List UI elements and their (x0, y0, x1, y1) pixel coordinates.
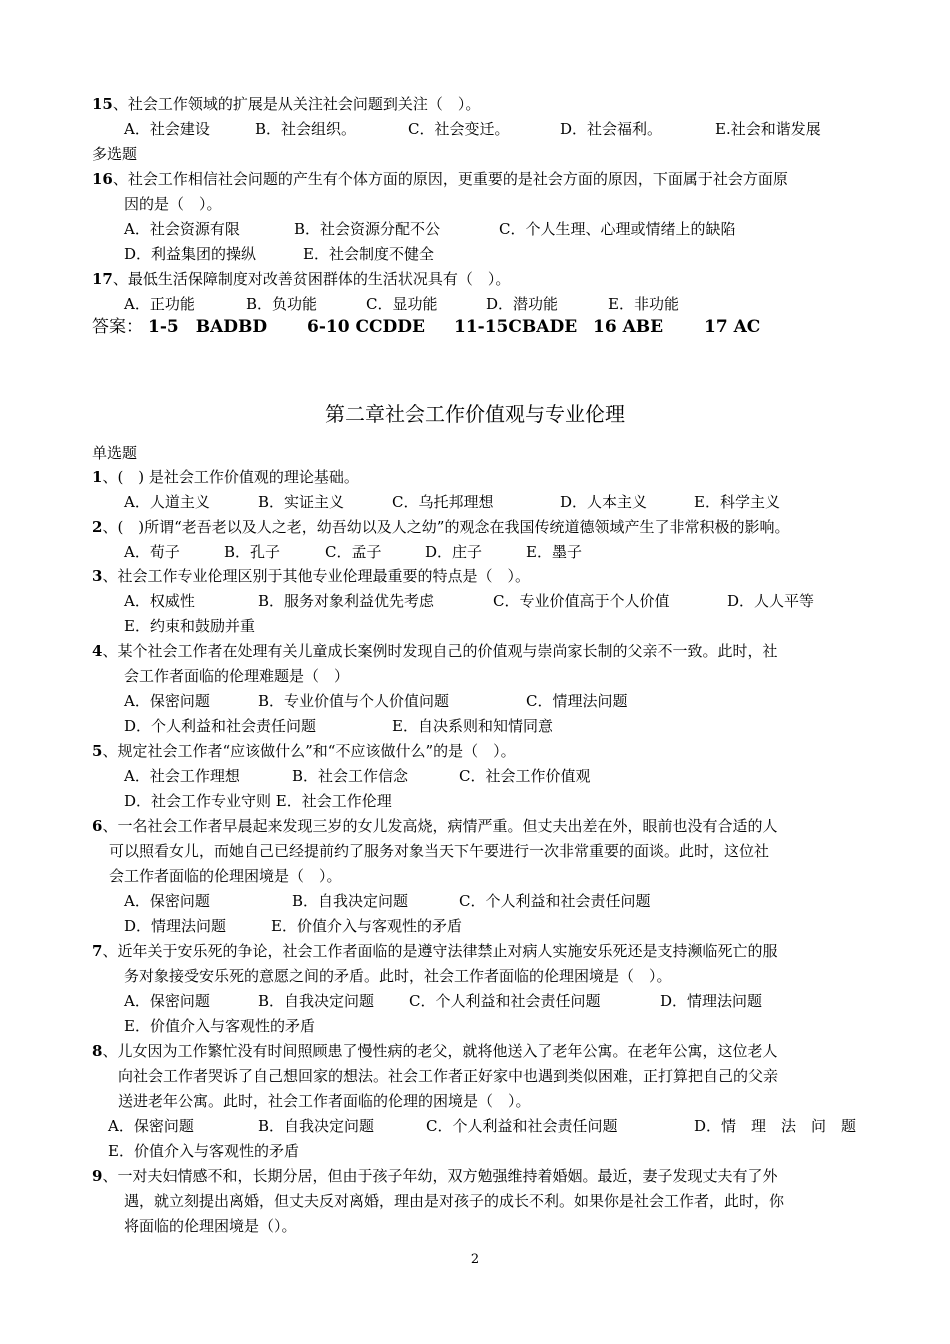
option-e: E．墨子 (526, 543, 582, 561)
question-text: 、一对夫妇情感不和，长期分居，但由于孩子年幼，双方勉强维持着婚姻。最近，妻子发现丈夫有了外 (102, 1167, 778, 1185)
question-number: 8 (92, 1042, 103, 1060)
question-1 (92, 467, 359, 487)
option-d-e: D．社会工作专业守则 E．社会工作伦理 (124, 792, 392, 810)
question-17 (92, 269, 510, 289)
question-9-text-cont: 将面临的伦理困境是（）。 (124, 1217, 297, 1235)
section-heading-multi: 多选题 (92, 145, 138, 163)
question-3-options-2 (124, 616, 255, 636)
option-e: E．约束和鼓励并重 (124, 617, 255, 635)
answer-item: 11-15CBADE (454, 317, 578, 337)
option-a: A．保密问题 (124, 992, 210, 1010)
option-d: D．情理法问题 (660, 992, 763, 1010)
option-e: E．社会制度不健全 (303, 245, 434, 263)
question-8-text-cont: 向社会工作者哭诉了自己想回家的想法。社会工作者正好家中也遇到类似困难，正打算把自己的父亲 (118, 1067, 779, 1085)
question-16 (92, 169, 788, 189)
option-e: E．价值介入与客观性的矛盾 (124, 1017, 315, 1035)
question-8-text-cont: 送进老年公寓。此时，社会工作者面临的伦理的困境是（ ）。 (118, 1092, 531, 1110)
answer-item: 6-10 CCDDE (307, 317, 425, 337)
option-e: E.社会和谐发展 (715, 120, 821, 138)
option-a: A．保密问题 (124, 892, 210, 910)
option-e: E．自决系则和知情同意 (392, 717, 553, 735)
option-b: B．社会工作信念 (292, 767, 409, 785)
question-4 (92, 641, 777, 661)
question-9-text-cont: 遇，就立刻提出离婚，但丈夫反对离婚，理由是对孩子的成长不利。如果你是社会工作者，此时，你 (124, 1192, 785, 1210)
question-text: 、( )所谓“老吾老以及人之老，幼吾幼以及人之幼”的观念在我国传统道德领域产生了非常积极的影响。 (102, 518, 790, 536)
option-b: B．社会组织。 (255, 120, 357, 138)
question-text: 、儿女因为工作繁忙没有时间照顾患了慢性病的老父，就将他送入了老年公寓。在老年公寓，这位老人 (102, 1042, 778, 1060)
question-text: 、一名社会工作者早晨起来发现三岁的女儿发高烧，病情严重。但丈夫出差在外，眼前也没有合适的人 (102, 817, 778, 835)
question-number: 16 (92, 170, 113, 188)
answer-item: 1-5 BADBD (148, 317, 268, 337)
option-c: C．社会变迁。 (408, 120, 510, 138)
option-b: B．孔子 (224, 543, 281, 561)
question-5-options-2 (124, 791, 392, 811)
option-d: D．潜功能 (486, 295, 559, 313)
option-b: B．自我决定问题 (292, 892, 409, 910)
chapter-title: 第二章社会工作价值观与专业伦理 (325, 402, 625, 426)
option-a: A．社会工作理想 (124, 767, 240, 785)
option-d: D．人本主义 (560, 493, 648, 511)
question-6-text-cont: 会工作者面临的伦理困境是（ ）。 (109, 867, 342, 885)
question-number: 2 (92, 518, 103, 536)
answer-item: 17 AC (704, 317, 761, 337)
option-d: D．利益集团的操纵 (124, 245, 257, 263)
option-d: D．人人平等 (727, 592, 815, 610)
option-e: E．科学主义 (694, 493, 780, 511)
option-c: C．乌托邦理想 (392, 493, 494, 511)
section-heading-single: 单选题 (92, 444, 138, 462)
question-16-text-cont: 因的是（ ）。 (124, 195, 222, 213)
question-8-options-2 (108, 1141, 299, 1161)
answer-label: 答案： (92, 317, 143, 337)
option-e: E．价值介入与客观性的矛盾 (271, 917, 462, 935)
option-a: A．人道主义 (124, 493, 210, 511)
option-c: C．个人利益和社会责任问题 (426, 1117, 618, 1135)
option-d: D．社会福利。 (560, 120, 663, 138)
question-number: 9 (92, 1167, 103, 1185)
question-6-text-cont: 可以照看女儿，而她自己已经提前约了服务对象当天下午要进行一次非常重要的面谈。此时，这位社 (109, 842, 770, 860)
question-text: 、最低生活保障制度对改善贫困群体的生活状况具有（ ）。 (112, 270, 511, 288)
option-c: C．个人利益和社会责任问题 (459, 892, 651, 910)
option-d: D．情 理 法 问 题 (694, 1117, 857, 1135)
answer-item: 16 ABE (593, 317, 664, 337)
question-6 (92, 816, 777, 836)
question-8 (92, 1041, 777, 1061)
option-b: B．服务对象利益优先考虑 (258, 592, 435, 610)
question-9 (92, 1166, 777, 1186)
option-c: C．显功能 (366, 295, 438, 313)
option-b: B．社会资源分配不公 (294, 220, 441, 238)
question-2 (92, 517, 789, 537)
option-a: A．社会资源有限 (124, 220, 240, 238)
question-number: 1 (92, 468, 103, 486)
question-7-text-cont: 务对象接受安乐死的意愿之间的矛盾。此时，社会工作者面临的伦理困境是（ ）。 (124, 967, 672, 985)
question-number: 6 (92, 817, 103, 835)
option-c: C．个人利益和社会责任问题 (409, 992, 601, 1010)
question-number: 4 (92, 642, 103, 660)
question-15 (92, 94, 480, 114)
question-text: 、社会工作领域的扩展是从关注社会问题到关注（ ）。 (112, 95, 481, 113)
option-c: C．社会工作价值观 (459, 767, 591, 785)
option-a: A．荀子 (124, 543, 180, 561)
option-a: A．保密问题 (108, 1117, 194, 1135)
option-a: A．正功能 (124, 295, 195, 313)
question-number: 15 (92, 95, 113, 113)
option-d: D．情理法问题 (124, 917, 227, 935)
question-number: 17 (92, 270, 113, 288)
option-b: B．专业价值与个人价值问题 (258, 692, 450, 710)
question-4-text-cont: 会工作者面临的伦理难题是（ ） (124, 667, 350, 685)
option-d: D．个人利益和社会责任问题 (124, 717, 317, 735)
question-text: 、近年关于安乐死的争论，社会工作者面临的是遵守法律禁止对病人实施安乐死还是支持濒临死亡的服 (102, 942, 778, 960)
option-c: C．专业价值高于个人价值 (493, 592, 670, 610)
option-a: A．保密问题 (124, 692, 210, 710)
option-b: B．自我决定问题 (258, 1117, 375, 1135)
option-e: E．非功能 (608, 295, 679, 313)
option-b: B．负功能 (246, 295, 318, 313)
question-7-options-2 (124, 1016, 315, 1036)
question-number: 7 (92, 942, 103, 960)
option-c: C．情理法问题 (526, 692, 628, 710)
option-b: B．自我决定问题 (258, 992, 375, 1010)
option-a: A．社会建设 (124, 120, 210, 138)
question-text: 、规定社会工作者“应该做什么”和“不应该做什么”的是（ ）。 (102, 742, 516, 760)
question-5 (92, 741, 516, 761)
option-c: C．个人生理、心理或情绪上的缺陷 (499, 220, 736, 238)
question-7 (92, 941, 777, 961)
question-number: 3 (92, 567, 103, 585)
question-text: 、社会工作专业伦理区别于其他专业伦理最重要的特点是（ ）。 (102, 567, 530, 585)
option-c: C．孟子 (325, 543, 382, 561)
option-a: A．权威性 (124, 592, 195, 610)
option-d: D．庄子 (425, 543, 483, 561)
option-b: B．实证主义 (258, 493, 345, 511)
question-text: 、( ) 是社会工作价值观的理论基础。 (102, 468, 359, 486)
question-text: 、社会工作相信社会问题的产生有个体方面的原因，更重要的是社会方面的原因，下面属于社会方面原 (112, 170, 788, 188)
page-number: 2 (470, 1252, 480, 1267)
option-e: E．价值介入与客观性的矛盾 (108, 1142, 299, 1160)
question-text: 、某个社会工作者在处理有关儿童成长案例时发现自己的价值观与崇尚家长制的父亲不一致。此时，社 (102, 642, 778, 660)
question-3 (92, 566, 530, 586)
question-number: 5 (92, 742, 103, 760)
